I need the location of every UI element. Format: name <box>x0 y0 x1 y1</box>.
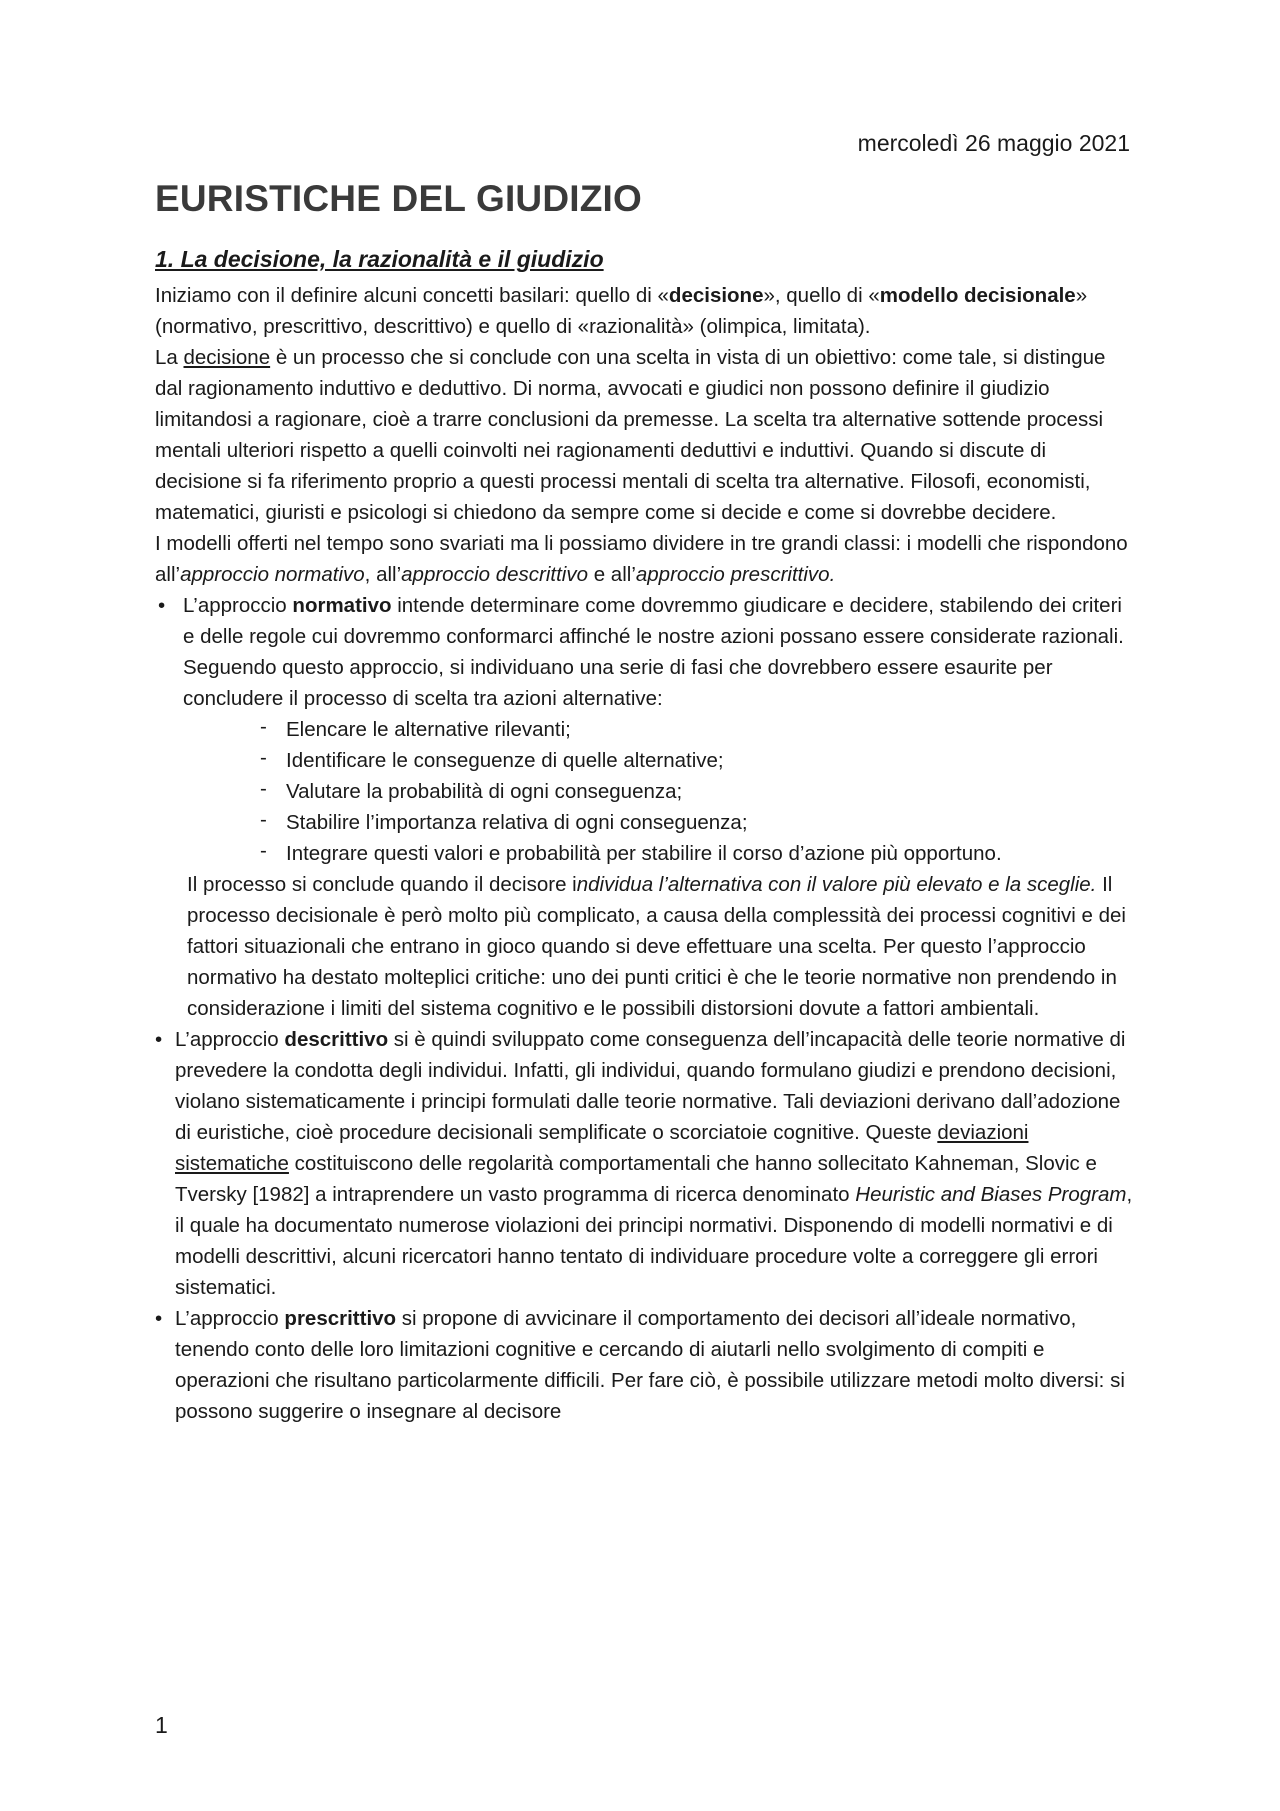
text-run: Iniziamo con il definire alcuni concetti basilari: quello di « <box>155 284 669 307</box>
bullet-dot-icon: • <box>155 1307 163 1330</box>
page-number: 1 <box>155 1712 168 1738</box>
list-item <box>260 776 1135 807</box>
underlined-term-decisione: decisione <box>183 346 271 369</box>
text-run: » (normativo, prescrittivo, descrittivo) e quello di «razionalità» (olimpica, limitata). <box>155 284 1088 338</box>
text-run: intende determinare come dovremmo giudicare e decidere, stabilendo dei criteri e delle regole cui dovremmo conformarci affinché le nostre azioni possano essere considerate razionali. Seguendo questo approccio, si individuano una serie di fasi che dovrebbero essere esaurite per concludere il processo di scelta tra azioni alternative: <box>183 594 1124 710</box>
text-run: L’approccio <box>183 594 293 617</box>
section-body <box>155 280 1135 1427</box>
models-paragraph <box>155 528 1135 590</box>
intro-paragraph <box>155 280 1135 342</box>
term-normativo: normativo <box>292 594 392 617</box>
text-run: si è quindi sviluppato come conseguenza dell’incapacità delle teorie normative di prevedere la condotta degli individui. Infatti, gli individui, quando formulano giudizi e prendono decisioni, violano sistematicamente i principi formulati dalle teorie normative. Tali deviazioni derivano dall’adozione di euristiche, cioè procedure decisionali semplificate o scorciatoie cognitive. Queste <box>175 1028 1126 1144</box>
text-run: La <box>155 346 184 369</box>
text-run: costituiscono delle regolarità comportamentali che hanno sollecitato Kahneman, Slovic e Tversky [1982] a intraprendere un vasto programma di ricerca denominato <box>175 1152 1097 1206</box>
bullet-prescrittivo-text <box>175 1303 1135 1427</box>
term-modello-decisionale: modello decisionale <box>879 284 1076 307</box>
list-item <box>260 807 1135 838</box>
bullet-descrittivo <box>155 1024 1135 1303</box>
text-run: , all’ <box>364 563 402 586</box>
dash-icon: - <box>260 839 267 862</box>
page-title: EURISTICHE DEL GIUDIZIO <box>155 178 643 219</box>
text-run: », quello di « <box>763 284 880 307</box>
italic-term: approccio prescrittivo. <box>635 563 836 586</box>
italic-term: approccio normativo <box>180 563 365 586</box>
text-run: e all’ <box>588 563 636 586</box>
bullet-normativo <box>155 590 1135 714</box>
section-heading: 1. La decisione, la razionalità e il giudizio <box>155 246 604 272</box>
term-descrittivo: descrittivo <box>284 1028 389 1051</box>
italic-term: approccio descrittivo <box>401 563 589 586</box>
step-text: Identificare le conseguenze di quelle alternative; <box>286 749 724 772</box>
text-run: si propone di avvicinare il comportamento dei decisori all’ideale normativo, tenendo conto delle loro limitazioni cognitive e cercando di aiutarli nello svolgimento di compiti e operazioni che risultano particolarmente difficili. Per fare ciò, è possibile utilizzare metodi molto diversi: si possono suggerire o insegnare al decisore <box>175 1307 1125 1423</box>
decision-paragraph <box>155 342 1135 528</box>
text-run: L’approccio <box>175 1028 285 1051</box>
term-decisione: decisione <box>668 284 764 307</box>
dash-icon: - <box>260 746 267 769</box>
step-text: Stabilire l’importanza relativa di ogni conseguenza; <box>286 811 748 834</box>
decision-steps-list <box>155 714 1135 869</box>
list-item <box>260 838 1135 869</box>
text-run: L’approccio <box>175 1307 285 1330</box>
page-date: mercoledì 26 maggio 2021 <box>857 130 1130 156</box>
list-item <box>260 745 1135 776</box>
bullet-dot-icon: • <box>155 1028 163 1051</box>
term-prescrittivo: prescrittivo <box>284 1307 397 1330</box>
italic-term: Heuristic and Biases Program <box>855 1183 1127 1206</box>
text-run: I modelli offerti nel tempo sono svariati ma li possiamo dividere in tre grandi classi: i modelli che rispondono all’ <box>155 532 1128 586</box>
italic-term: ndividua l’alternativa con il valore più elevato e la sceglie. <box>576 873 1097 896</box>
bullet-descrittivo-text <box>175 1024 1135 1303</box>
dash-icon: - <box>260 808 267 831</box>
step-text: Valutare la probabilità di ogni conseguenza; <box>286 780 683 803</box>
underlined-term-deviazioni: deviazioni sistematiche <box>175 1121 1029 1175</box>
text-run: , il quale ha documentato numerose violazioni dei principi normativi. Disponendo di modelli normativi e di modelli descrittivi, alcuni ricercatori hanno tentato di individuare procedure volte a correggere gli errori sistematici. <box>175 1183 1133 1299</box>
bullet-normativo-text <box>183 590 1135 714</box>
text-run: Il processo si conclude quando il decisore i <box>187 873 577 896</box>
normativo-conclusion <box>155 869 1135 1024</box>
list-item <box>260 714 1135 745</box>
bullet-prescrittivo <box>155 1303 1135 1427</box>
step-text: Elencare le alternative rilevanti; <box>286 718 571 741</box>
dash-icon: - <box>260 777 267 800</box>
bullet-dot-icon: • <box>158 594 166 617</box>
text-run: Il processo decisionale è però molto più complicato, a causa della complessità dei processi cognitivi e dei fattori situazionali che entrano in gioco quando si deve effettuare una scelta. Per questo l’approccio normativo ha destato molteplici critiche: uno dei punti critici è che le teorie normative non prendendo in considerazione i limiti del sistema cognitivo e le possibili distorsioni dovute a fattori ambientali. <box>187 873 1126 1020</box>
text-run: è un processo che si conclude con una scelta in vista di un obiettivo: come tale, si distingue dal ragionamento induttivo e deduttivo. Di norma, avvocati e giudici non possono definire il giudizio limitandosi a ragionare, cioè a trarre conclusioni da premesse. La scelta tra alternative sottende processi mentali ulteriori rispetto a quelli coinvolti nei ragionamenti deduttivi e induttivi. Quando si discute di decisione si fa riferimento proprio a questi processi mentali di scelta tra alternative. Filosofi, economisti, matematici, giuristi e psicologi si chiedono da sempre come si decide e come si dovrebbe decidere. <box>155 346 1106 524</box>
dash-icon: - <box>260 715 267 738</box>
step-text: Integrare questi valori e probabilità per stabilire il corso d’azione più opportuno. <box>286 842 1002 865</box>
